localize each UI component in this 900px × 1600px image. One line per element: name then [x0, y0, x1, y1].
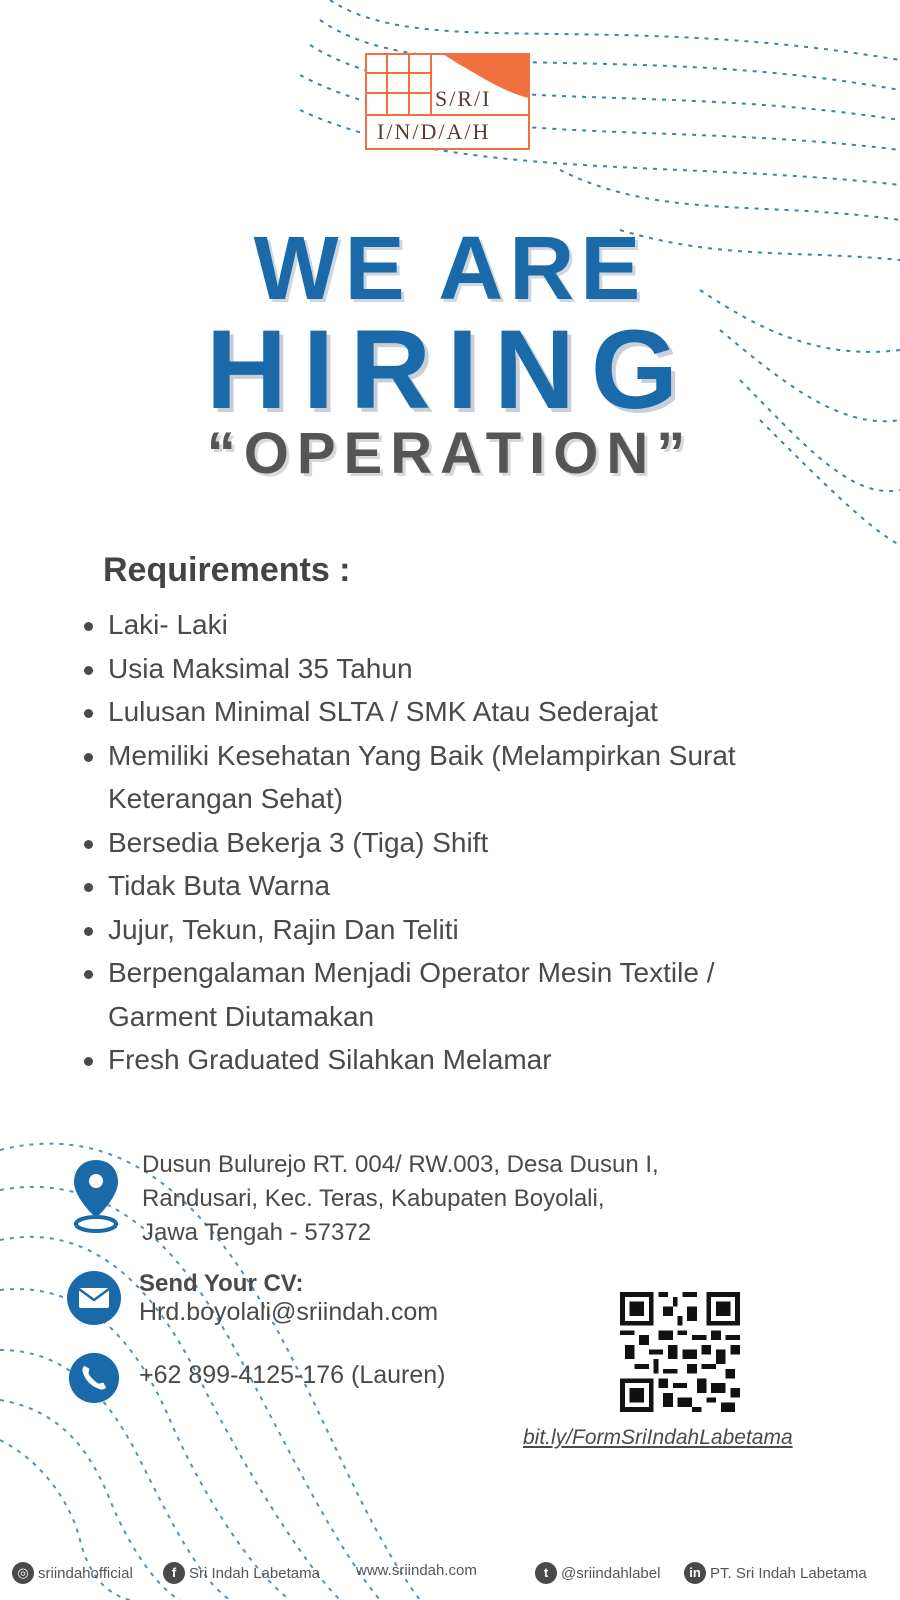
application-form-link[interactable]: bit.ly/FormSriIndahLabetama: [523, 1426, 793, 1449]
address-line: Dusun Bulurejo RT. 004/ RW.003, Desa Dusun I,: [142, 1151, 659, 1178]
qr-code-icon[interactable]: [620, 1292, 740, 1412]
footer-facebook[interactable]: [163, 1562, 320, 1584]
requirement-item: Laki- Laki: [82, 603, 842, 647]
footer-linkedin[interactable]: [684, 1562, 867, 1584]
requirements-heading: Requirements :: [103, 551, 351, 589]
requirement-item: Memiliki Kesehatan Yang Baik (Melampirkan Surat Keterangan Sehat): [82, 734, 748, 821]
company-address: [142, 1148, 742, 1250]
twitter-handle: @sriindahlabel: [561, 1564, 661, 1582]
address-line: Jawa Tengah - 57372: [142, 1219, 372, 1246]
headline-we-are: WE ARE: [253, 219, 647, 319]
requirement-item: Lulusan Minimal SLTA / SMK Atau Sederajat: [82, 690, 842, 734]
footer-instagram[interactable]: [12, 1562, 133, 1584]
requirement-item: Bersedia Bekerja 3 (Tiga) Shift: [82, 821, 842, 865]
requirement-item: Tidak Buta Warna: [82, 864, 842, 908]
address-line: Randusari, Kec. Teras, Kabupaten Boyolali,: [142, 1185, 605, 1212]
phone-icon: [68, 1352, 120, 1404]
facebook-handle: Sri Indah Labetama: [189, 1564, 320, 1582]
logo-text-indah: I/N/D/A/H: [377, 119, 491, 144]
facebook-icon: f: [163, 1562, 185, 1584]
job-position-title: “OPERATION”: [206, 421, 694, 486]
website-url: www.sriindah.com: [356, 1562, 477, 1579]
linkedin-handle: PT. Sri Indah Labetama: [710, 1564, 867, 1582]
company-logo: [365, 53, 530, 150]
email-link[interactable]: Hrd.boyolali@sriindah.com: [139, 1298, 439, 1326]
requirement-item: Jujur, Tekun, Rajin Dan Teliti: [82, 908, 842, 952]
envelope-icon: [66, 1270, 122, 1326]
requirement-item: Berpengalaman Menjadi Operator Mesin Textile / Garment Diutamakan: [82, 951, 808, 1038]
requirement-item: Usia Maksimal 35 Tahun: [82, 647, 842, 691]
location-pin-icon: [68, 1158, 124, 1234]
footer-website[interactable]: [356, 1562, 477, 1579]
phone-number: +62 899-4125-176 (Lauren): [139, 1361, 446, 1389]
requirements-list: [82, 603, 842, 1082]
social-footer: [0, 1558, 900, 1588]
linkedin-icon: in: [684, 1562, 706, 1584]
requirement-item: Fresh Graduated Silahkan Melamar: [82, 1038, 842, 1082]
footer-twitter[interactable]: [535, 1562, 660, 1584]
headline-hiring: HIRING: [206, 307, 694, 432]
instagram-handle: sriindahofficial: [38, 1564, 133, 1582]
logo-text-sri: S/R/I: [435, 86, 492, 111]
instagram-icon: ◎: [12, 1562, 34, 1584]
send-cv-label: Send Your CV:: [139, 1270, 304, 1297]
twitter-icon: t: [535, 1562, 557, 1584]
